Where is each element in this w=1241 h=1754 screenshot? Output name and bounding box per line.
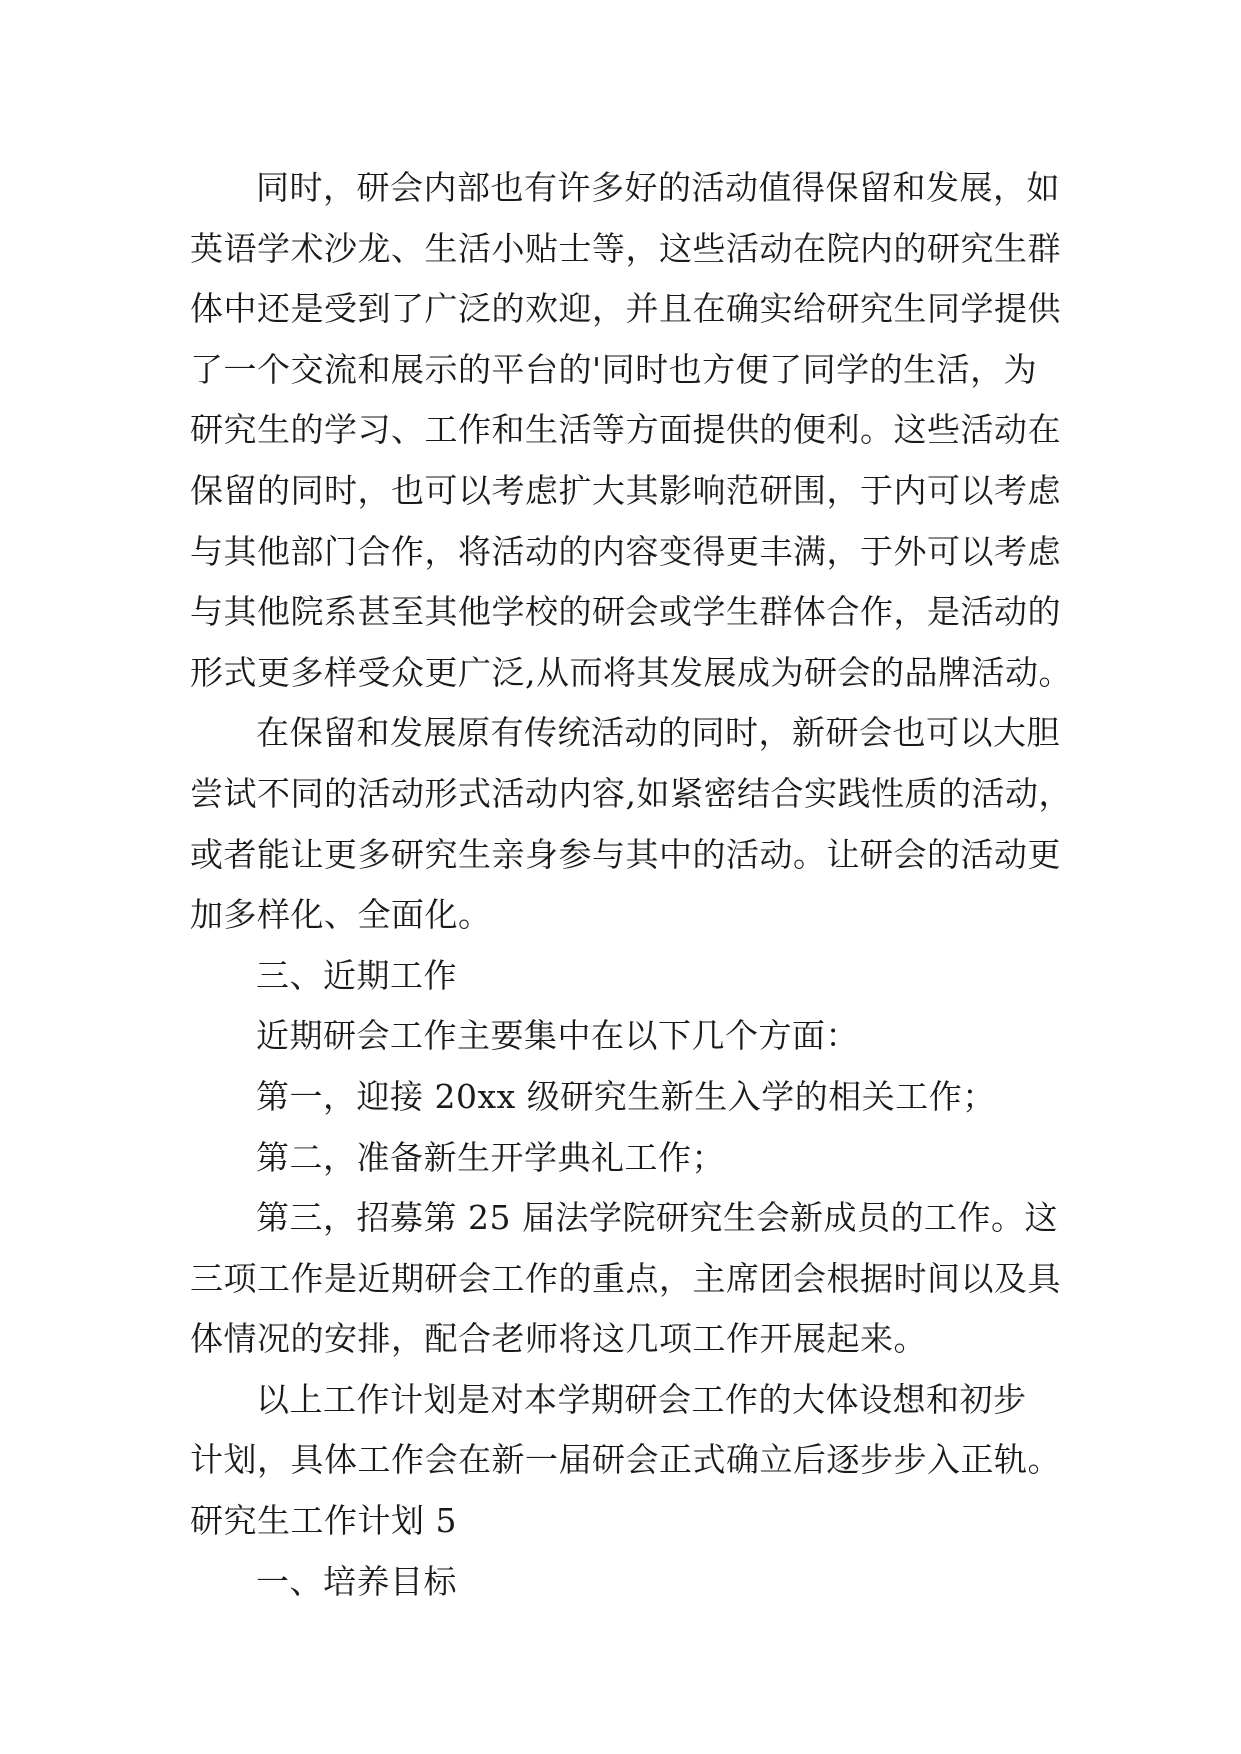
text-line: 一、培养目标 [256,1561,457,1601]
text-line: 以上工作计划是对本学期研会工作的大体设想和初步 [256,1379,1027,1419]
text-line: 尝试不同的活动形式活动内容,如紧密结合实践性质的活动， [190,773,1072,813]
text-line: 近期研会工作主要集中在以下几个方面： [256,1016,859,1056]
text-line: 保留的同时，也可以考虑扩大其影响范研围，于内可以考虑 [190,470,1061,510]
text-line: 同时，研会内部也有许多好的活动值得保留和发展，如 [256,168,1060,207]
text-line: 与其他部门合作，将活动的内容变得更丰满，于外可以考虑 [190,531,1061,571]
text-line: 与其他院系甚至其他学校的研会或学生群体合作，是活动的 [190,592,1061,632]
text-line: 形式更多样受众更广泛,从而将其发展成为研会的品牌活动。 [190,652,1072,692]
text-line: 三、近期工作 [256,955,457,995]
text-line: 在保留和发展原有传统活动的同时，新研会也可以大胆 [256,713,1060,753]
text-line: 了一个交流和展示的平台的'同时也方便了同学的生活，为 [190,349,1038,389]
text-line: 第一，迎接 20xx 级研究生新生入学的相关工作； [256,1076,996,1116]
text-line: 或者能让更多研究生亲身参与其中的活动。让研会的活动更 [190,834,1061,874]
text-line: 研究生的学习、工作和生活等方面提供的便利。这些活动在 [190,410,1061,450]
text-line: 三项工作是近期研会工作的重点，主席团会根据时间以及具 [190,1258,1061,1298]
text-line: 加多样化、全面化。 [190,895,492,935]
text-line: 第二，准备新生开学典礼工作； [256,1137,725,1177]
text-line: 体情况的安排，配合老师将这几项工作开展起来。 [190,1319,927,1359]
text-line: 英语学术沙龙、生活小贴士等，这些活动在院内的研究生群 [190,228,1061,268]
text-line: 研究生工作计划 5 [190,1501,457,1541]
text-line: 体中还是受到了广泛的欢迎，并且在确实给研究生同学提供 [190,289,1061,329]
text-line: 计划，具体工作会在新一届研会正式确立后逐步步入正轨。 [190,1440,1061,1480]
document-body [190,158,1072,1612]
text-line: 第三，招募第 25 届法学院研究生会新成员的工作。这 [256,1198,1058,1238]
